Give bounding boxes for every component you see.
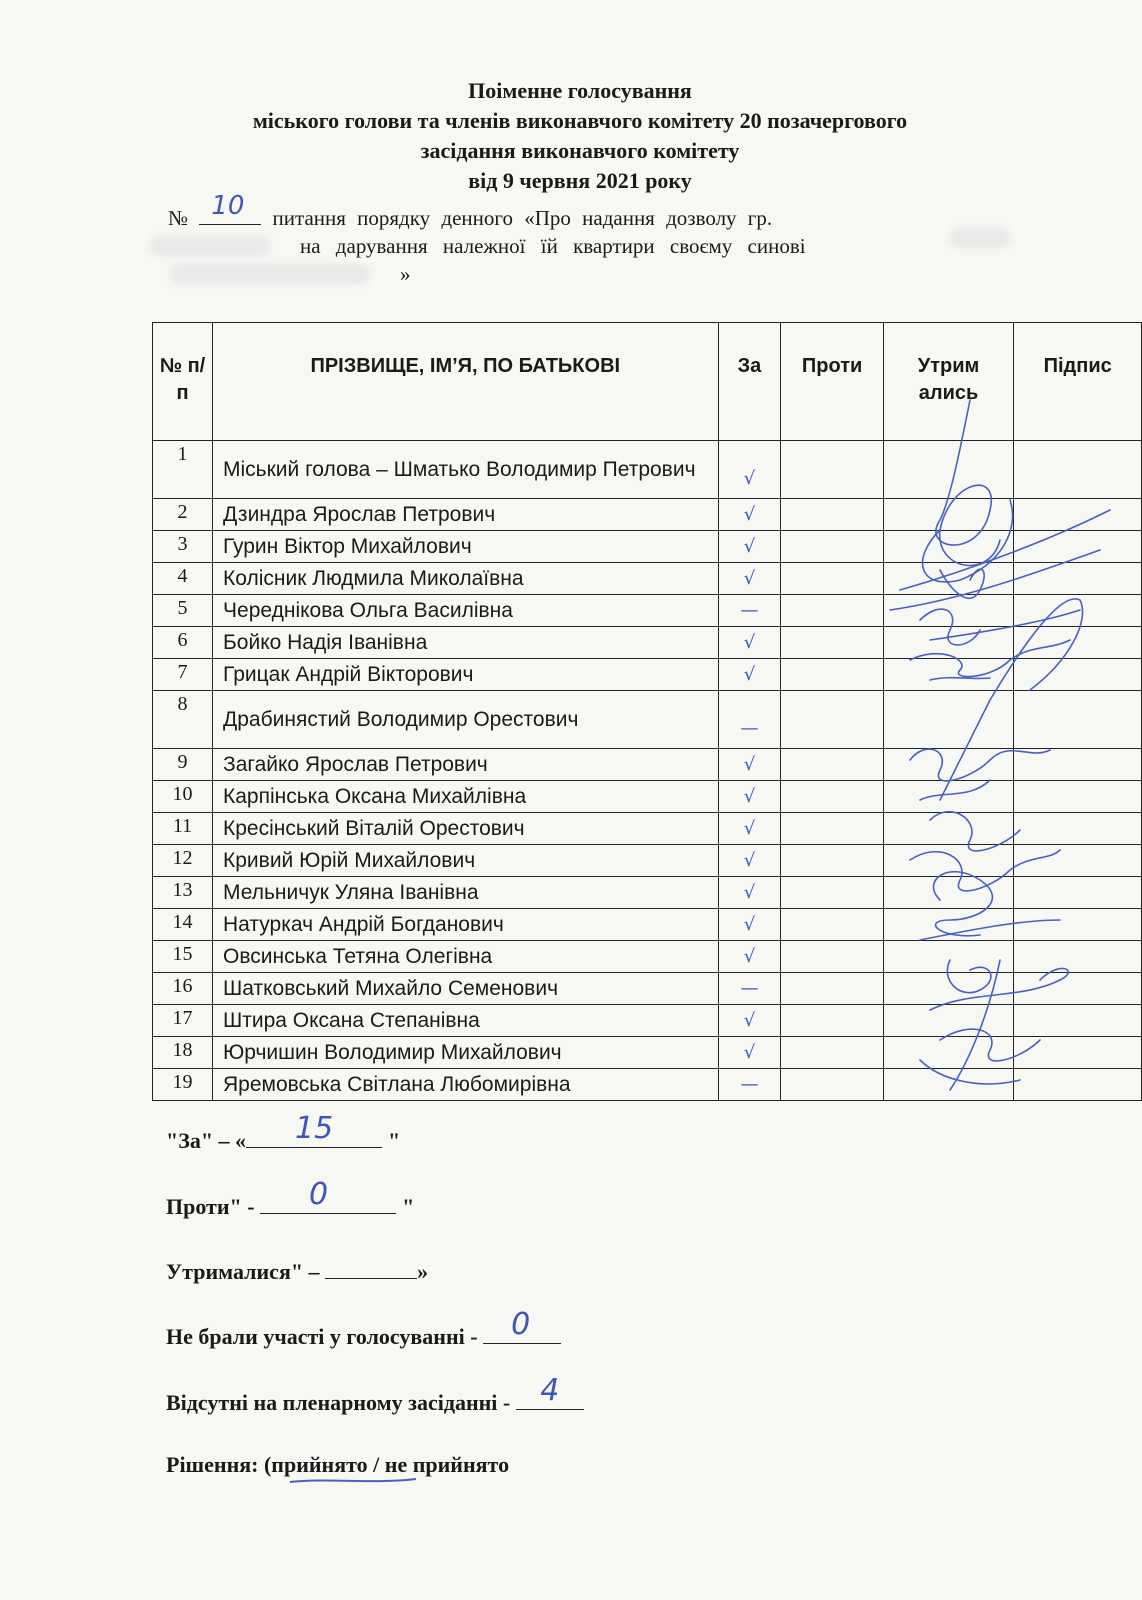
row-name: Гурин Віктор Михайлович	[213, 531, 719, 563]
result-rishennia-label: Рішення: (прийнято / не прийнято	[166, 1452, 510, 1477]
row-signature	[1014, 749, 1142, 781]
row-number: 5	[153, 595, 213, 627]
row-signature	[1014, 781, 1142, 813]
header-utrymalys: Утрим ались	[883, 323, 1014, 441]
row-signature	[1014, 909, 1142, 941]
row-za-mark: —	[718, 1069, 781, 1101]
result-utrymalys	[166, 1256, 428, 1285]
result-za	[166, 1111, 401, 1154]
row-utrymalys	[883, 499, 1014, 531]
row-utrymalys	[883, 813, 1014, 845]
result-vidsutni-label: Відсутні на пленарному засіданні -	[166, 1390, 516, 1415]
table-row	[153, 973, 1142, 1005]
row-proty	[781, 1005, 883, 1037]
table-row	[153, 781, 1142, 813]
row-signature	[1014, 845, 1142, 877]
row-signature	[1014, 595, 1142, 627]
row-name: Юрчишин Володимир Михайлович	[213, 1037, 719, 1069]
row-utrymalys	[883, 941, 1014, 973]
row-name: Грицак Андрій Вікторович	[213, 659, 719, 691]
row-za-mark: √	[718, 781, 781, 813]
row-signature	[1014, 659, 1142, 691]
row-signature	[1014, 691, 1142, 749]
row-za-mark: √	[718, 499, 781, 531]
result-nebraly-field	[483, 1307, 561, 1344]
row-proty	[781, 441, 883, 499]
row-number: 8	[153, 691, 213, 749]
row-utrymalys	[883, 1069, 1014, 1101]
table-row	[153, 877, 1142, 909]
row-signature	[1014, 627, 1142, 659]
row-number: 19	[153, 1069, 213, 1101]
agenda-question	[168, 191, 988, 288]
question-text-line-3: »	[400, 262, 411, 286]
row-name: Драбинястий Володимир Орестович	[213, 691, 719, 749]
row-proty	[781, 909, 883, 941]
row-proty	[781, 595, 883, 627]
row-utrymalys	[883, 973, 1014, 1005]
row-signature	[1014, 877, 1142, 909]
row-name: Мельничук Уляна Іванівна	[213, 877, 719, 909]
question-text-line-1: питання порядку денного «Про надання дозволу гр.	[272, 206, 773, 230]
row-za-mark: √	[718, 441, 781, 499]
table-row	[153, 691, 1142, 749]
row-za-mark: √	[718, 659, 781, 691]
result-proty-label: Проти" -	[166, 1194, 261, 1219]
result-vidsutni-value: 4	[540, 1373, 560, 1408]
title-line-1: Поіменне голосування	[468, 78, 692, 103]
row-za-mark: √	[718, 909, 781, 941]
row-signature	[1014, 973, 1142, 1005]
row-number: 13	[153, 877, 213, 909]
row-signature	[1014, 1037, 1142, 1069]
row-za-mark: √	[718, 563, 781, 595]
row-signature	[1014, 1069, 1142, 1101]
row-utrymalys	[883, 1037, 1014, 1069]
result-proty-field	[260, 1177, 396, 1214]
row-za-mark: —	[718, 595, 781, 627]
row-name: Череднікова Ольга Василівна	[213, 595, 719, 627]
question-number-handwritten: 10	[211, 191, 245, 221]
table-row	[153, 627, 1142, 659]
row-utrymalys	[883, 749, 1014, 781]
row-proty	[781, 627, 883, 659]
table-row	[153, 563, 1142, 595]
table-row	[153, 1005, 1142, 1037]
row-utrymalys	[883, 627, 1014, 659]
table-row	[153, 659, 1142, 691]
vote-table-body	[153, 441, 1142, 1101]
row-utrymalys	[883, 595, 1014, 627]
row-za-mark: √	[718, 1037, 781, 1069]
row-name: Натуркач Андрій Богданович	[213, 909, 719, 941]
row-proty	[781, 1069, 883, 1101]
row-number: 2	[153, 499, 213, 531]
row-za-mark: √	[718, 877, 781, 909]
number-sign: №	[168, 206, 189, 230]
header-num: № п/п	[153, 323, 213, 441]
row-proty	[781, 781, 883, 813]
row-name: Міський голова – Шматько Володимир Петрович	[213, 441, 719, 499]
row-proty	[781, 659, 883, 691]
table-row	[153, 909, 1142, 941]
row-proty	[781, 563, 883, 595]
row-name: Карпінська Оксана Михайлівна	[213, 781, 719, 813]
row-utrymalys	[883, 563, 1014, 595]
header-proty: Проти	[781, 323, 883, 441]
row-name: Штира Оксана Степанівна	[213, 1005, 719, 1037]
row-number: 10	[153, 781, 213, 813]
title-line-4: від 9 червня 2021 року	[468, 168, 692, 193]
row-proty	[781, 691, 883, 749]
row-utrymalys	[883, 691, 1014, 749]
question-text-line-2: на дарування належної їй квартири своєму синові	[300, 234, 806, 258]
row-proty	[781, 499, 883, 531]
row-proty	[781, 941, 883, 973]
row-number: 6	[153, 627, 213, 659]
table-header-row	[153, 323, 1142, 441]
row-za-mark: √	[718, 531, 781, 563]
row-utrymalys	[883, 877, 1014, 909]
result-nebraly-value: 0	[511, 1307, 531, 1342]
table-row	[153, 499, 1142, 531]
result-proty	[166, 1177, 415, 1220]
result-za-field	[246, 1111, 382, 1148]
table-row	[153, 1069, 1142, 1101]
row-name: Шатковський Михайло Семенович	[213, 973, 719, 1005]
row-number: 4	[153, 563, 213, 595]
row-name: Кривий Юрій Михайлович	[213, 845, 719, 877]
decision-underline-stroke	[288, 1474, 418, 1490]
table-row	[153, 1037, 1142, 1069]
row-number: 1	[153, 441, 213, 499]
row-za-mark: —	[718, 973, 781, 1005]
row-number: 14	[153, 909, 213, 941]
result-za-label: "За" – «	[166, 1128, 247, 1153]
row-proty	[781, 845, 883, 877]
result-proty-close: "	[402, 1194, 415, 1219]
row-proty	[781, 973, 883, 1005]
row-proty	[781, 877, 883, 909]
row-proty	[781, 749, 883, 781]
row-number: 3	[153, 531, 213, 563]
row-name: Овсинська Тетяна Олегівна	[213, 941, 719, 973]
row-utrymalys	[883, 1005, 1014, 1037]
row-name: Яремовська Світлана Любомирівна	[213, 1069, 719, 1101]
row-name: Кресінський Віталій Орестович	[213, 813, 719, 845]
vote-table	[152, 322, 1142, 1101]
row-name: Дзиндра Ярослав Петрович	[213, 499, 719, 531]
table-row	[153, 749, 1142, 781]
title-line-2: міського голови та членів виконавчого комітету 20 позачергового	[252, 108, 908, 133]
result-utrymalys-label: Утрималися" –	[166, 1259, 326, 1284]
row-signature	[1014, 499, 1142, 531]
table-row	[153, 941, 1142, 973]
row-proty	[781, 531, 883, 563]
table-row	[153, 531, 1142, 563]
row-number: 12	[153, 845, 213, 877]
row-number: 17	[153, 1005, 213, 1037]
row-signature	[1014, 941, 1142, 973]
row-number: 11	[153, 813, 213, 845]
table-row	[153, 441, 1142, 499]
table-row	[153, 595, 1142, 627]
row-za-mark: √	[718, 845, 781, 877]
question-number-field	[199, 191, 261, 225]
result-za-value: 15	[295, 1111, 334, 1146]
row-name: Бойко Надія Іванівна	[213, 627, 719, 659]
row-proty	[781, 1037, 883, 1069]
row-number: 7	[153, 659, 213, 691]
row-number: 9	[153, 749, 213, 781]
row-utrymalys	[883, 659, 1014, 691]
result-nebraly-label: Не брали участі у голосуванні -	[166, 1324, 484, 1349]
row-za-mark: √	[718, 627, 781, 659]
table-row	[153, 845, 1142, 877]
result-utrymalys-field	[325, 1256, 417, 1279]
table-row	[153, 813, 1142, 845]
row-signature	[1014, 813, 1142, 845]
result-utrymalys-close: »	[417, 1259, 429, 1284]
row-name: Загайко Ярослав Петрович	[213, 749, 719, 781]
row-za-mark: —	[718, 691, 781, 749]
row-za-mark: √	[718, 1005, 781, 1037]
row-utrymalys	[883, 909, 1014, 941]
title-line-3: засідання виконавчого комітету	[420, 138, 740, 163]
row-za-mark: √	[718, 941, 781, 973]
row-number: 16	[153, 973, 213, 1005]
row-signature	[1014, 441, 1142, 499]
document-title	[140, 76, 1020, 196]
header-pidpys: Підпис	[1014, 323, 1142, 441]
row-utrymalys	[883, 845, 1014, 877]
result-za-close: "	[388, 1128, 401, 1153]
row-number: 15	[153, 941, 213, 973]
result-nebraly	[166, 1307, 561, 1350]
header-name: ПРІЗВИЩЕ, ІМ’Я, ПО БАТЬКОВІ	[213, 323, 719, 441]
row-utrymalys	[883, 781, 1014, 813]
row-name: Колісник Людмила Миколаївна	[213, 563, 719, 595]
row-utrymalys	[883, 441, 1014, 499]
row-za-mark: √	[718, 813, 781, 845]
header-za: За	[718, 323, 781, 441]
result-vidsutni	[166, 1373, 584, 1416]
row-signature	[1014, 1005, 1142, 1037]
row-signature	[1014, 531, 1142, 563]
row-number: 18	[153, 1037, 213, 1069]
row-utrymalys	[883, 531, 1014, 563]
row-za-mark: √	[718, 749, 781, 781]
result-vidsutni-field	[516, 1373, 584, 1410]
row-signature	[1014, 563, 1142, 595]
row-proty	[781, 813, 883, 845]
result-proty-value: 0	[309, 1177, 329, 1212]
